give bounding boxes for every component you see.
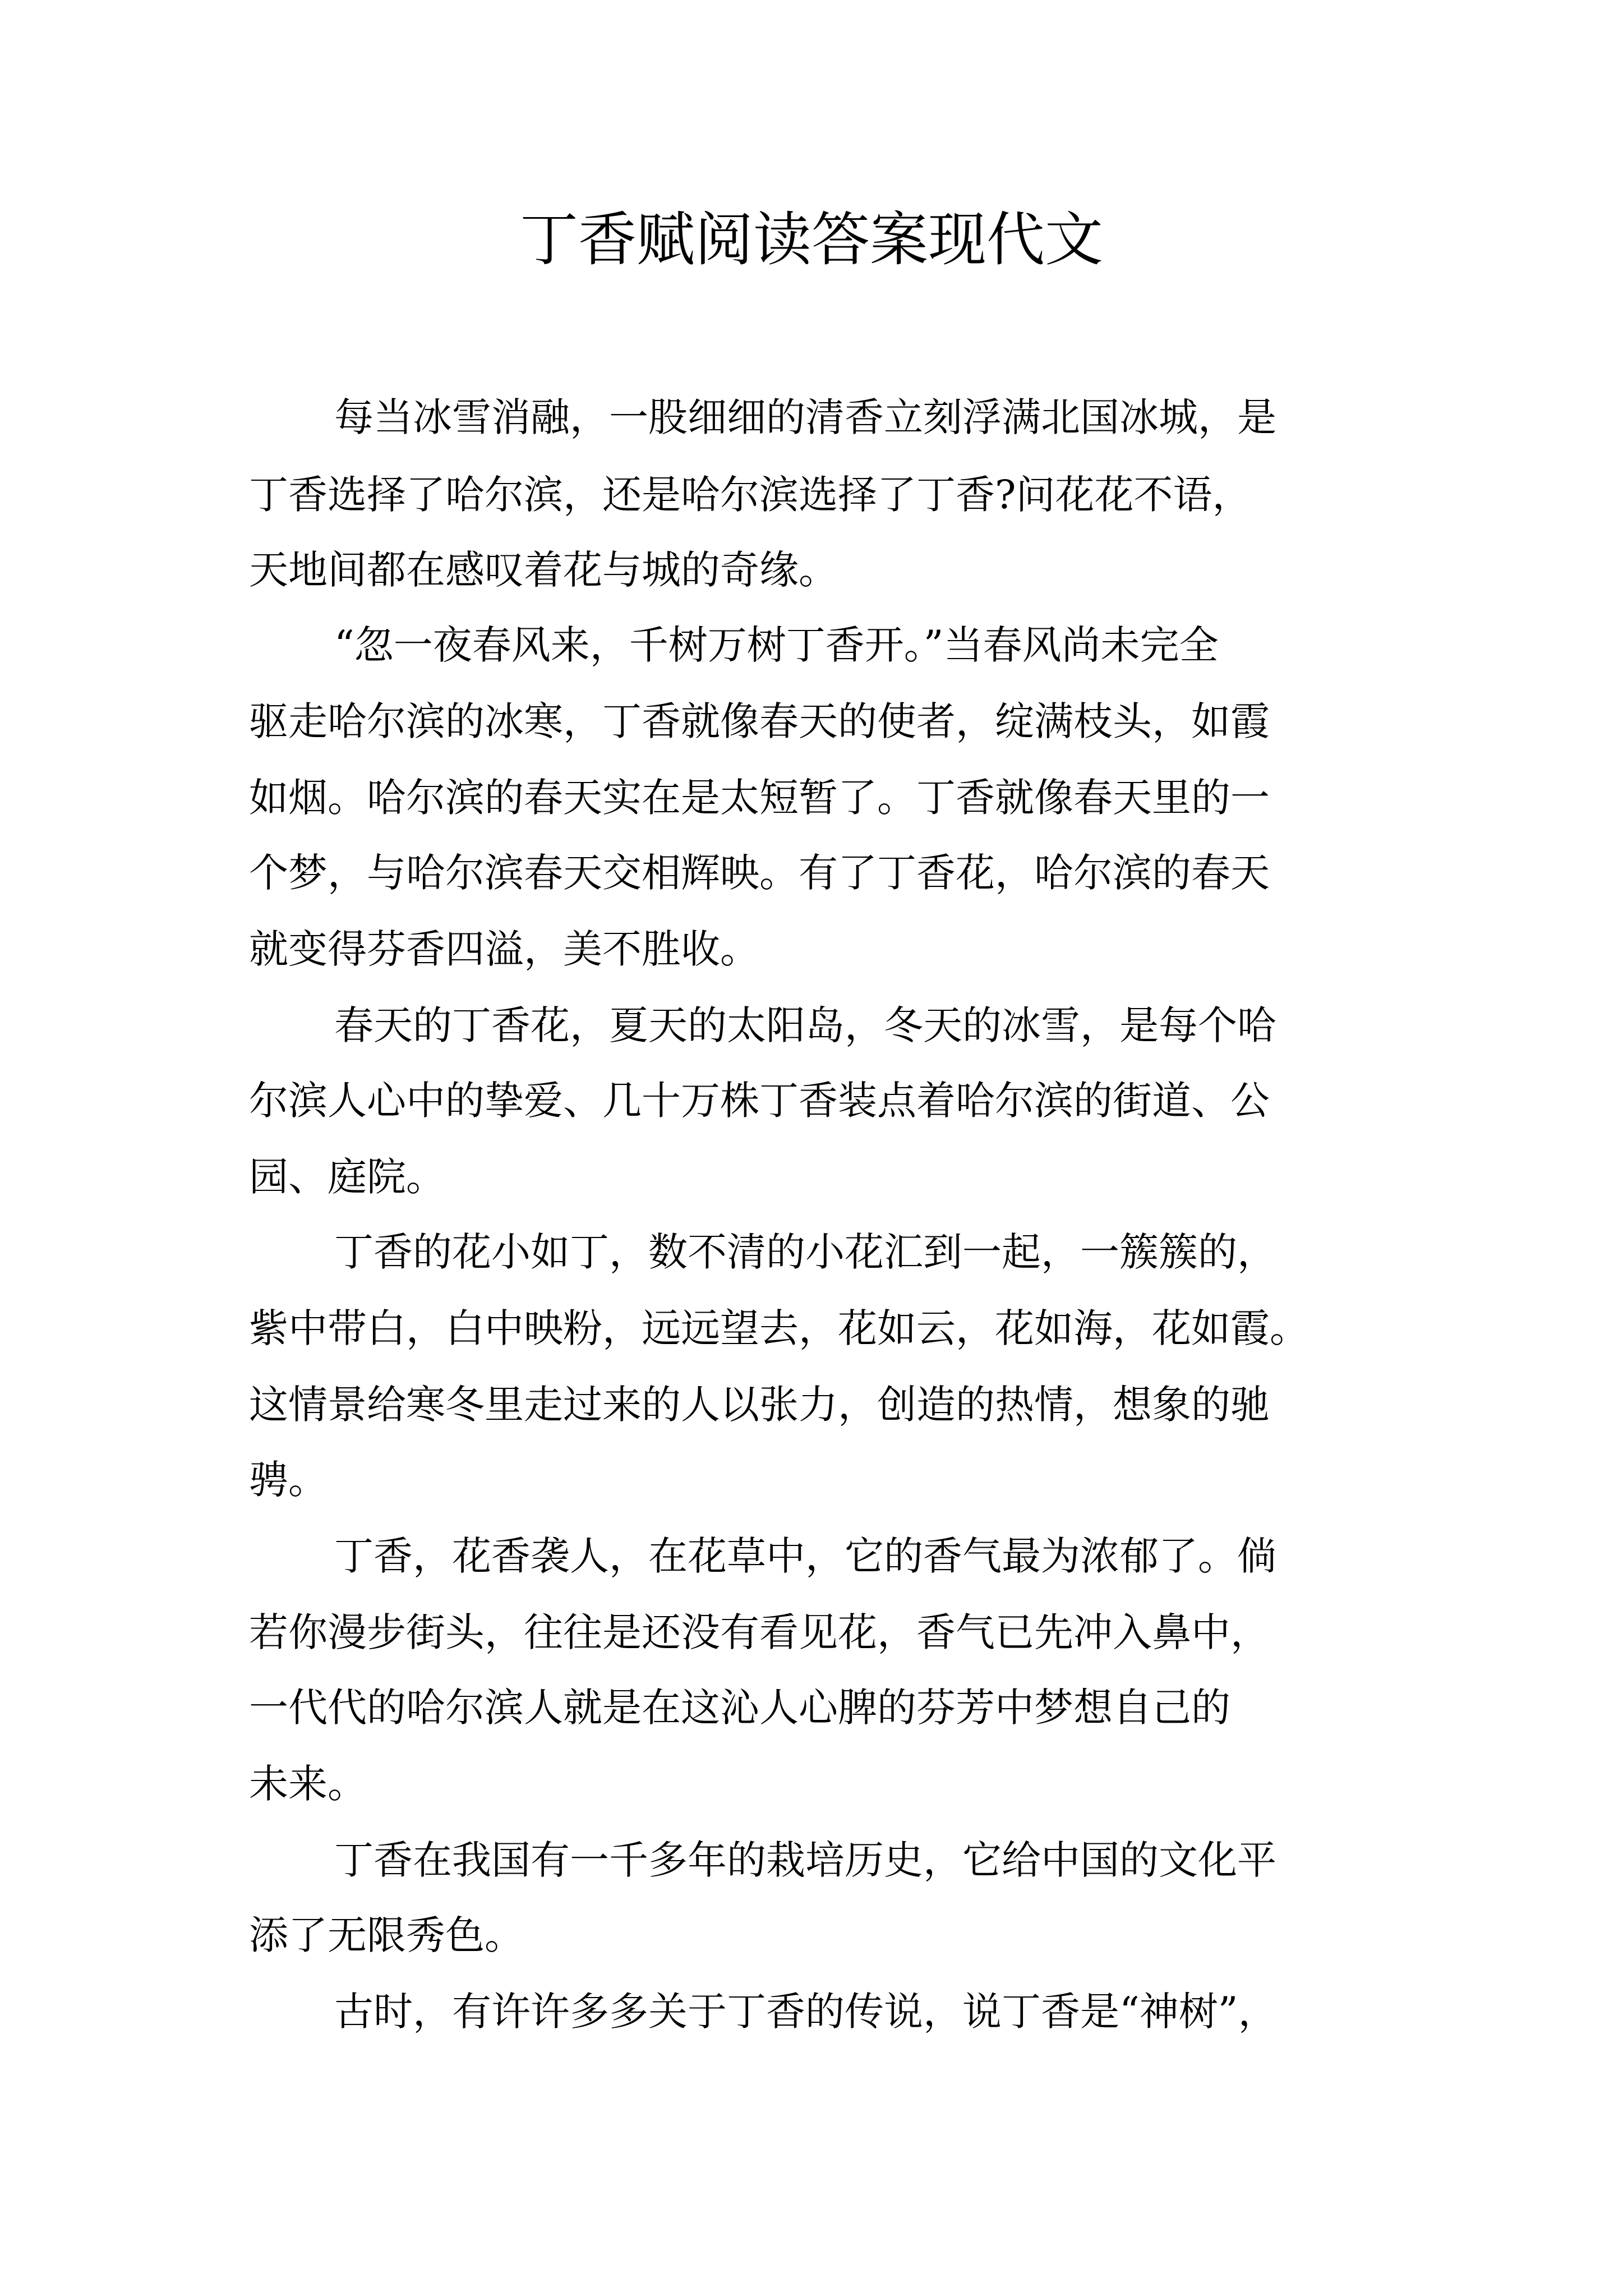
paragraph-5-line-3: 一代代的哈尔滨人就是在这沁人心脾的芬芳中梦想自己的: [249, 1685, 1230, 1731]
paragraph-7-line-1: 古时，有许许多多关于丁香的传说，说丁香是“神树”，: [334, 1989, 1278, 2035]
paragraph-2-line-1: “忽一夜春风来，千树万树丁香开。”当春风尚未完全: [334, 622, 1219, 668]
paragraph-6-line-2: 添了无限秀色。: [249, 1912, 524, 1958]
paragraph-2-line-3: 如烟。哈尔滨的春天实在是太短暂了。丁香就像春天里的一: [249, 775, 1270, 821]
paragraph-1-line-1: 每当冰雪消融，一股细细的清香立刻浮满北国冰城，是: [334, 394, 1276, 440]
paragraph-3-line-2: 尔滨人心中的挚爱、几十万株丁香装点着哈尔滨的街道、公: [249, 1078, 1270, 1124]
paragraph-5-line-4: 未来。: [249, 1761, 367, 1807]
paragraph-2-line-2: 驱走哈尔滨的冰寒，丁香就像春天的使者，绽满枝头，如霞: [249, 698, 1270, 744]
paragraph-4-line-1: 丁香的花小如丁，数不清的小花汇到一起，一簇簇的，: [334, 1229, 1276, 1275]
document-title: 丁香赋阅读答案现代文: [519, 205, 1103, 274]
paragraph-5-line-1: 丁香，花香袭人，在花草中，它的香气最为浓郁了。倘: [334, 1533, 1276, 1579]
paragraph-2-line-5: 就变得芬香四溢，美不胜收。: [249, 926, 759, 972]
paragraph-6-line-1: 丁香在我国有一千多年的栽培历史，它给中国的文化平: [334, 1837, 1276, 1883]
paragraph-2-line-4: 个梦，与哈尔滨春天交相辉映。有了丁香花，哈尔滨的春天: [249, 850, 1270, 896]
paragraph-1-line-2: 丁香选择了哈尔滨，还是哈尔滨选择了丁香?问花花不语，: [249, 472, 1252, 518]
paragraph-4-line-3: 这情景给寒冬里走过来的人以张力，创造的热情，想象的驰: [249, 1382, 1270, 1428]
paragraph-3-line-3: 园、庭院。: [249, 1154, 445, 1200]
paragraph-3-line-1: 春天的丁香花，夏天的太阳岛，冬天的冰雪，是每个哈: [334, 1002, 1276, 1048]
paragraph-4-line-4: 骋。: [249, 1457, 328, 1503]
paragraph-1-line-3: 天地间都在感叹着花与城的奇缘。: [249, 547, 838, 593]
paragraph-5-line-2: 若你漫步街头，往往是还没有看见花，香气已先冲入鼻中，: [249, 1609, 1270, 1655]
paragraph-4-line-2: 紫中带白，白中映粉，远远望去，花如云，花如海，花如霞。: [249, 1305, 1309, 1351]
